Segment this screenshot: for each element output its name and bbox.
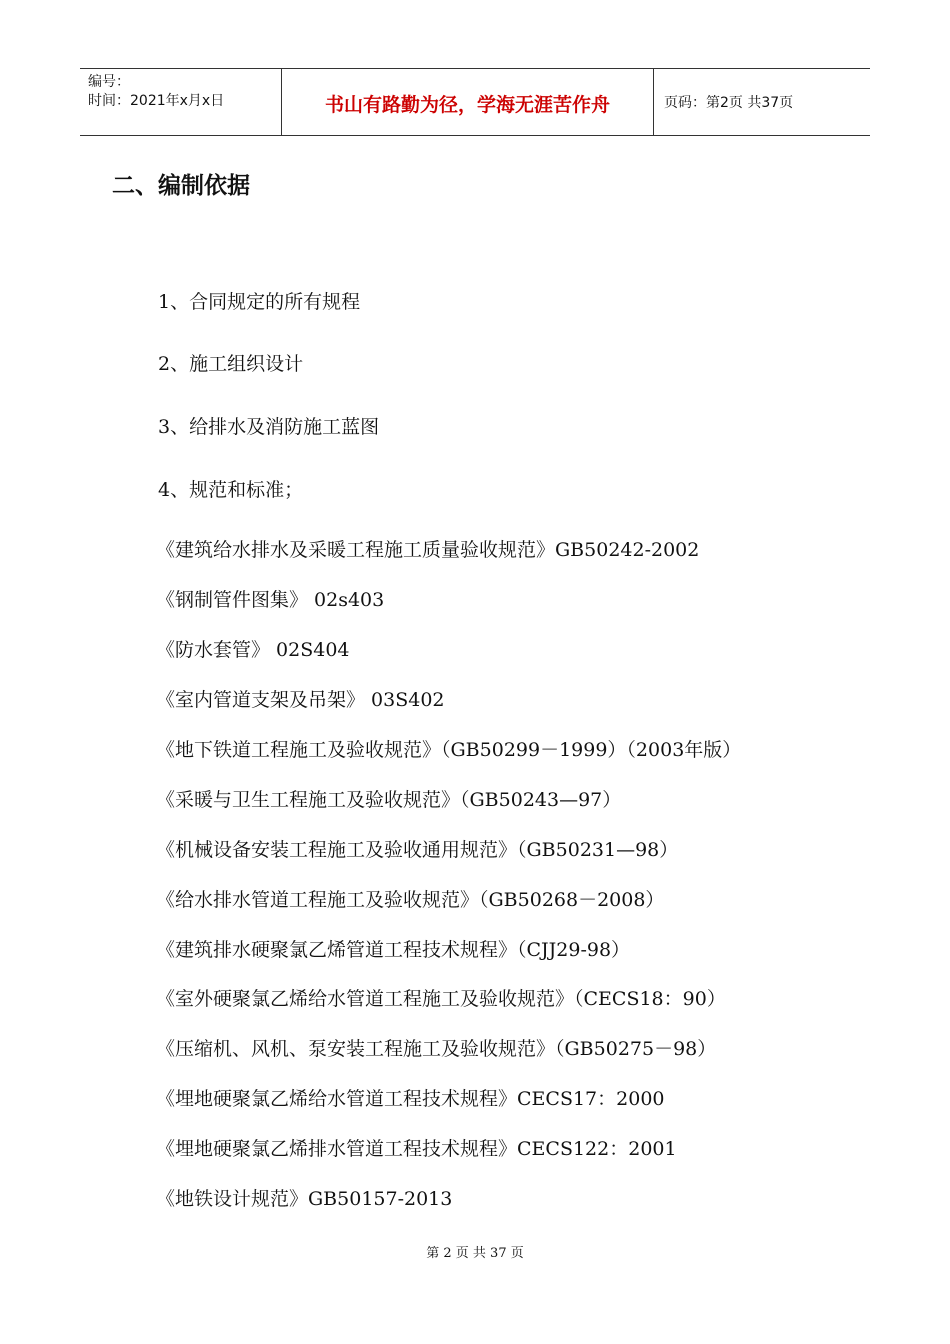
basis-item: 2、施工组织设计	[158, 353, 304, 375]
page-header	[80, 68, 870, 136]
standard-item: 《地下铁道工程施工及验收规范》（GB50299－1999）（2003年版）	[156, 739, 742, 761]
standard-item: 《埋地硬聚氯乙烯给水管道工程技术规程》CECS17：2000	[156, 1088, 665, 1110]
header-code-label: 编号：	[88, 74, 130, 90]
standard-item: 《建筑给水排水及采暖工程施工质量验收规范》GB50242-2002	[156, 539, 700, 561]
standard-item: 《室外硬聚氯乙烯给水管道工程施工及验收规范》（CECS18：90）	[156, 988, 726, 1010]
basis-item: 1、合同规定的所有规程	[158, 291, 361, 313]
header-page-info: 页码：第2页 共37页	[664, 95, 794, 111]
standard-item: 《埋地硬聚氯乙烯排水管道工程技术规程》CECS122：2001	[156, 1138, 677, 1160]
header-date: 时间：2021年x月x日	[88, 93, 225, 109]
standard-item: 《建筑排水硬聚氯乙烯管道工程技术规程》（CJJ29-98）	[156, 939, 631, 961]
standard-item: 《地铁设计规范》GB50157-2013	[156, 1188, 453, 1210]
basis-item: 4、规范和标准；	[158, 479, 304, 501]
basis-item: 3、给排水及消防施工蓝图	[158, 416, 380, 438]
standard-item: 《采暖与卫生工程施工及验收规范》（GB50243—97）	[156, 789, 622, 811]
standard-item: 《防水套管》 02S404	[156, 639, 350, 661]
header-meta-cell	[80, 69, 282, 135]
page-footer: 第 2 页 共 37 页	[426, 1246, 524, 1261]
header-motto: 书山有路勤为径，学海无涯苦作舟	[282, 69, 654, 135]
standard-item: 《室内管道支架及吊架》 03S402	[156, 689, 445, 711]
standard-item: 《压缩机、风机、泵安装工程施工及验收规范》（GB50275－98）	[156, 1038, 717, 1060]
standard-item: 《钢制管件图集》 02s403	[156, 589, 385, 611]
section-title: 二、编制依据	[112, 173, 250, 199]
standard-item: 《给水排水管道工程施工及验收规范》（GB50268－2008）	[156, 889, 665, 911]
standard-item: 《机械设备安装工程施工及验收通用规范》（GB50231—98）	[156, 839, 679, 861]
